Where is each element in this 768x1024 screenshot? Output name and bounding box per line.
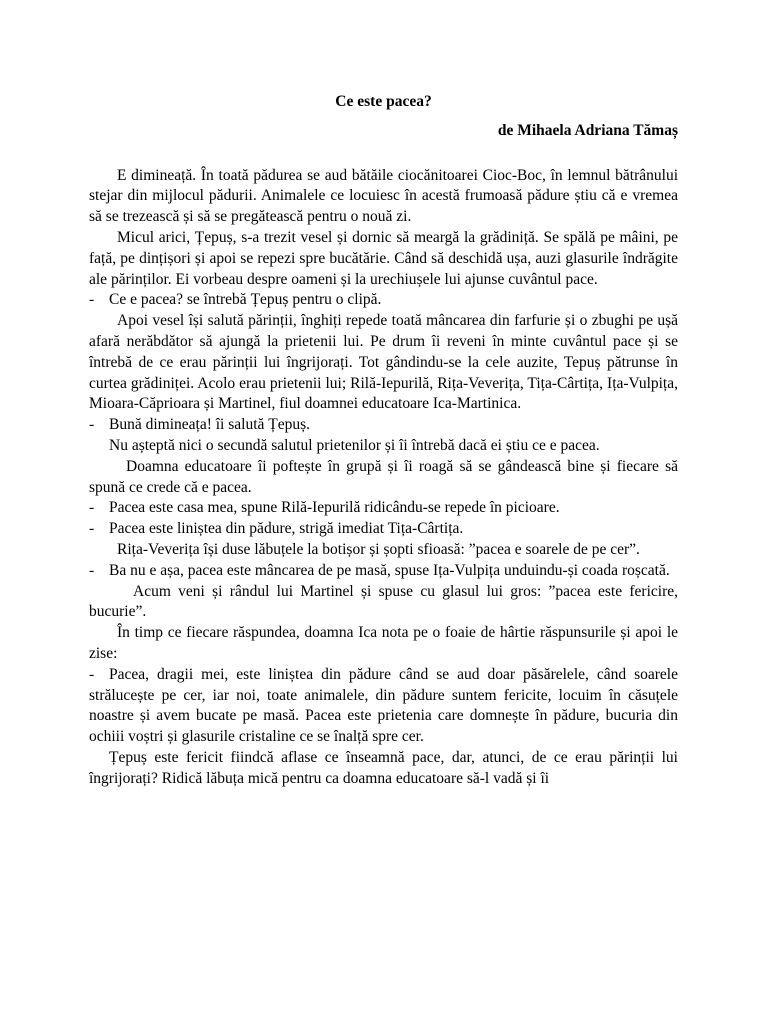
dialogue-line <box>89 290 678 311</box>
paragraph: Apoi vesel își salută părinții, înghiți repede toată mâncarea din farfurie și o zbughi pe ușă afară nerăbdător să ajungă la prietenii lui. Pe drum îi reveni în minte cuvântul pace și se întrebă de ce erau părinții lui îngrijorați. Tot gândindu-se la cele auzite, Tepuș pătrunse în curtea grădiniței. Acolo erau prietenii lui; Rilă-Iepurilă, Rița-Veverița, Tița-Cârtița, Ița-Vulpița, Mioara-Căprioara și Martinel, fiul doamnei educatoare Ica-Martinica. <box>89 312 678 413</box>
dialogue-dash: - <box>89 665 95 683</box>
dialogue-line <box>89 665 678 748</box>
document-page <box>89 92 678 790</box>
dialogue-text: Pacea, dragii mei, este liniștea din pădure când se aud doar păsărelele, când soarele strălucește pe cer, iar noi, toate animalele, din pădure suntem fericite, locuim în căsuțele noastre și avem bucate pe masă. Pacea este prietenia care domnește în pădure, bucuria din ochiii voștri și glasurile cristaline ce se înalță spre cer. <box>89 665 678 746</box>
paragraph: Nu așteptă nici o secundă salutul prietenilor și îi întrebă dacă ei știu ce e pacea. <box>109 436 600 454</box>
document-author: de Mihaela Adriana Tămaș <box>497 121 678 139</box>
dialogue-text: Ce e pacea? se întrebă Țepuș pentru o clipă. <box>109 291 382 309</box>
dialogue-dash: - <box>89 416 95 434</box>
dialogue-line <box>89 519 678 540</box>
paragraph: Acum veni și rândul lui Martinel și spuse cu glasul lui gros: ”pacea este fericire, bucurie”. <box>89 582 678 621</box>
dialogue-dash: - <box>89 499 95 517</box>
dialogue-dash: - <box>89 561 95 579</box>
paragraph: Rița-Veverița își duse lăbuțele la botișor și șopti sfioasă: ”pacea e soarele de pe cer”. <box>117 540 640 558</box>
paragraph: E dimineață. În toată pădurea se aud bătăile ciocănitoarei Cioc-Boc, în lemnul bătrânului stejar din mijlocul pădurii. Animalele ce locuiesc în acestă frumoasă pădure știu că e vremea să se trezească și să se pregătească pentru o nouă zi. <box>89 166 678 226</box>
dialogue-line <box>89 498 678 519</box>
dialogue-line <box>89 561 678 582</box>
dialogue-dash: - <box>89 291 95 309</box>
paragraph: În timp ce fiecare răspundea, doamna Ica nota pe o foaie de hârtie răspunsurile și apoi le zise: <box>89 624 678 662</box>
paragraph: Doamna educatoare îi poftește în grupă și îi roagă să se gândească bine și fiecare să spună ce crede că e pacea. <box>89 457 678 496</box>
document-title: Ce este pacea? <box>335 93 432 110</box>
dialogue-line <box>89 415 678 436</box>
document-body <box>89 166 678 790</box>
paragraph: Micul arici, Țepuș, s-a trezit vesel și dornic să meargă la grădiniță. Se spălă pe mâini, pe față, pe dințișori și apoi se repezi spre bucătărie. Când să deschidă ușa, auzi glasurile îndrăgite ale părinților. Ei vorbeau despre oameni și la urechiușele lui ajunse cuvântul pace. <box>89 228 678 288</box>
dialogue-text: Pacea este liniștea din pădure, strigă imediat Tița-Cârtița. <box>109 520 464 538</box>
dialogue-dash: - <box>89 520 95 538</box>
paragraph: Țepuș este fericit fiindcă aflase ce înseamnă pace, dar, atunci, de ce erau părinții lui îngrijorați? Ridică lăbuța mică pentru ca doamna educatoare să-l vadă și îi <box>89 748 678 787</box>
dialogue-text: Ba nu e așa, pacea este mâncarea de pe masă, spuse Ița-Vulpița unduindu-și coada roșcată. <box>109 561 670 579</box>
dialogue-text: Bună dimineața! îi salută Țepuș. <box>109 416 311 434</box>
dialogue-text: Pacea este casa mea, spune Rilă-Iepurilă ridicându-se repede în picioare. <box>109 499 560 517</box>
